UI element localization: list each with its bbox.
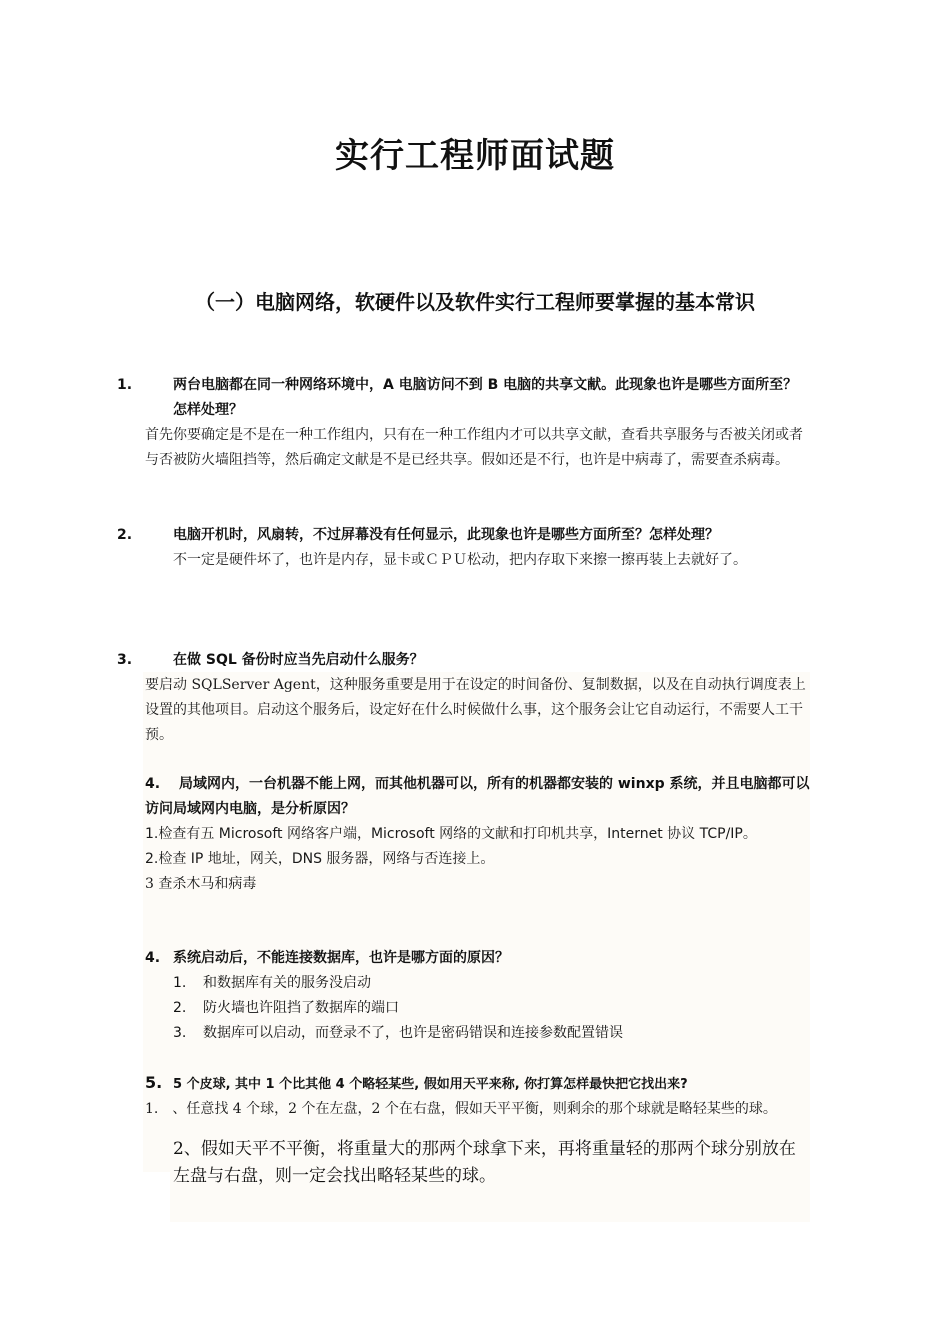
answer-3: 要启动 SQLServer Agent，这种服务重要是用于在设定的时间备份、复制数据，以及在自动执行调度表上设置的其他项目。启动这个服务后，设定好在什么时候做什么事，这个服务会让它自动运行，不需要人工干预。 bbox=[145, 677, 806, 743]
question-number: 1. bbox=[117, 377, 133, 393]
list-item: 3. 数据库可以启动，而登录不了，也许是密码错误和连接参数配置错误 bbox=[173, 1025, 623, 1041]
question-number: 5. bbox=[145, 1073, 163, 1092]
answer-2: 不一定是硬件坏了，也许是内存，显卡或ＣＰＵ松动，把内存取下来擦一擦再装上去就好了。 bbox=[173, 552, 747, 568]
question-number: 4. bbox=[145, 950, 161, 966]
answer-4a-line-3: 3 查杀木马和病毒 bbox=[145, 876, 257, 892]
answer-4a-line-1: 1.检查有五 Microsoft 网络客户端，Microsoft 网络的文献和打印机共享，Internet 协议 TCP/IP。 bbox=[145, 826, 757, 842]
question-2 bbox=[117, 523, 810, 548]
question-4a bbox=[145, 772, 810, 822]
question-block-1 bbox=[117, 373, 810, 473]
question-block-3 bbox=[117, 648, 810, 748]
question-1 bbox=[117, 373, 810, 423]
answer-1: 首先你要确定是不是在一种工作组内，只有在一种工作组内才可以共享文献，查看共享服务与否被关闭或者与否被防火墙阻挡等，然后确定文献是不是已经共享。假如还是不行，也许是中病毒了，需要查杀病毒。 bbox=[145, 427, 803, 468]
question-block-5 bbox=[145, 1070, 810, 1190]
list-item: 2. 防火墙也许阻挡了数据库的端口 bbox=[173, 1000, 399, 1016]
answer-4a-line-2: 2.检查 IP 地址，网关，DNS 服务器，网络与否连接上。 bbox=[145, 851, 495, 867]
section-title: （一）电脑网络，软硬件以及软件实行工程师要掌握的基本常识 bbox=[195, 290, 755, 314]
question-text: 电脑开机时，风扇转，不过屏幕没有任何显示，此现象也许是哪些方面所至？怎样处理？ bbox=[173, 527, 719, 543]
question-block-4b bbox=[145, 946, 810, 1046]
question-text: 两台电脑都在同一种网络环境中，A 电脑访问不到 B 电脑的共享文献。此现象也许是哪些方面所至？怎样处理？ bbox=[173, 377, 798, 418]
list-item: 1. 和数据库有关的服务没启动 bbox=[173, 975, 371, 991]
question-text: 5 个皮球, 其中 1 个比其他 4 个略轻某些, 假如用天平来称, 你打算怎样最快把它找出来? bbox=[173, 1077, 688, 1092]
question-block-2 bbox=[117, 523, 810, 573]
answer-5-part-2: 2、假如天平不平衡，将重量大的那两个球拿下来，再将重量轻的那两个球分别放在左盘与右盘，则一定会找出略轻某些的球。 bbox=[173, 1139, 796, 1186]
question-number: 2. bbox=[117, 527, 133, 543]
question-4b bbox=[145, 946, 810, 971]
page-title: 实行工程师面试题 bbox=[335, 136, 615, 176]
question-5 bbox=[145, 1070, 810, 1097]
answer-5-part-1: 1. 、任意找 4 个球，2 个在左盘，2 个在右盘，假如天平平衡，则剩余的那个球就是略轻某些的球。 bbox=[145, 1101, 777, 1117]
question-text: 局域网内，一台机器不能上网，而其他机器可以，所有的机器都安装的 winxp 系统，并且电脑都可以访问局域网内电脑，是分析原因？ bbox=[145, 776, 810, 817]
answer-4b-list bbox=[145, 971, 810, 1046]
question-block-4a bbox=[145, 772, 810, 897]
question-text: 在做 SQL 备份时应当先启动什么服务？ bbox=[173, 652, 424, 668]
question-number: 4. bbox=[145, 776, 161, 792]
question-text: 系统启动后，不能连接数据库，也许是哪方面的原因？ bbox=[173, 950, 509, 966]
question-number: 3. bbox=[117, 652, 133, 668]
question-3 bbox=[117, 648, 810, 673]
